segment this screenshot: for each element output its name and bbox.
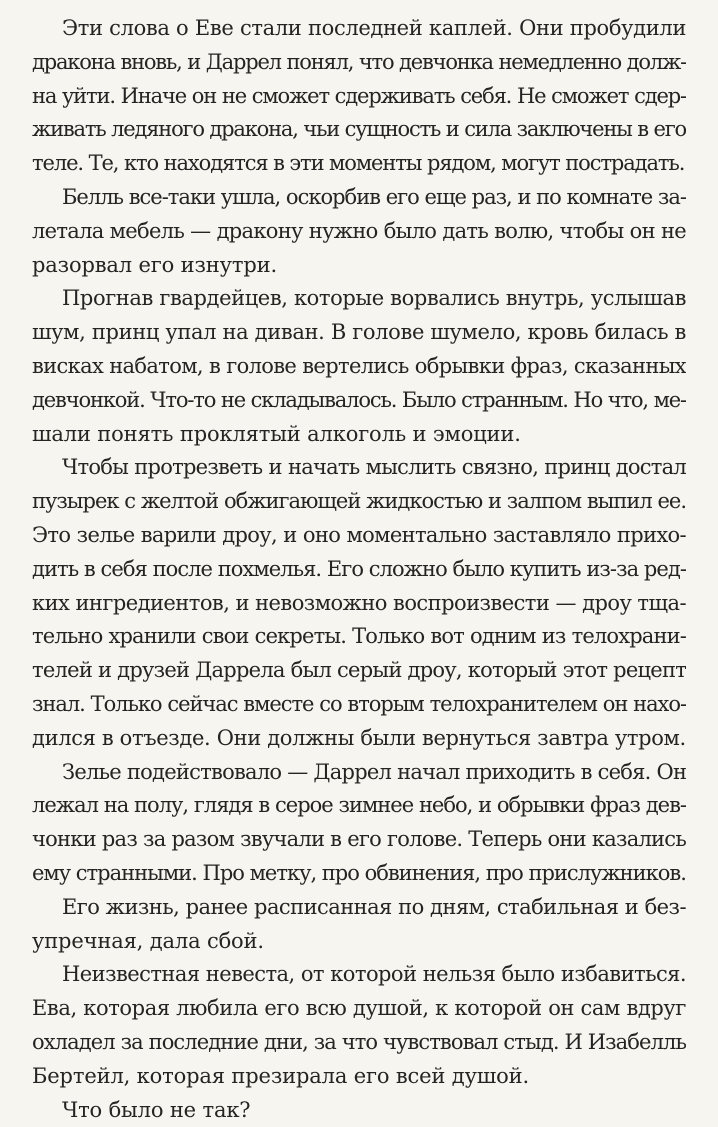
text-line: ему странными. Про метку, про обвинения, про прислужников.	[32, 857, 686, 891]
text-line: знал. Только сейчас вместе со вторым телохранителем он нахо-	[32, 688, 686, 722]
text-line: теле. Те, кто находятся в эти моменты рядом, могут пострадать.	[32, 147, 686, 181]
book-page	[32, 12, 686, 1127]
text-line: Зелье подействовало — Даррел начал приходить в себя. Он	[62, 756, 686, 790]
text-line: чонки раз за разом звучали в его голове. Теперь они казались	[32, 823, 686, 857]
text-line: ких ингредиентов, и невозможно воспроизвести — дроу тща-	[32, 587, 686, 621]
text-line: Чтобы протрезветь и начать мыслить связно, принц достал	[62, 451, 686, 485]
text-line: телей и друзей Даррела был серый дроу, который этот рецепт	[32, 654, 686, 688]
paragraph	[32, 12, 686, 181]
text-line: Это зелье варили дроу, и оно моментально заставляло прихо-	[32, 519, 686, 553]
paragraph	[32, 756, 686, 891]
text-line: Белль все-таки ушла, оскорбив его еще раз, и по комнате за-	[62, 181, 686, 215]
paragraph	[32, 282, 686, 451]
text-line: дить в себя после похмелья. Его сложно было купить из-за ред-	[32, 553, 686, 587]
paragraph	[32, 891, 686, 959]
paragraph	[32, 1094, 686, 1127]
text-line: охладел за последние дни, за что чувствовал стыд. И Изабелль	[32, 1026, 686, 1060]
text-line: на уйти. Иначе он не сможет сдерживать себя. Не сможет сдер-	[32, 80, 686, 114]
text-line: дился в отъезде. Они должны были вернуться завтра утром.	[32, 722, 686, 756]
paragraph	[32, 451, 686, 755]
text-line: девчонкой. Что-то не складывалось. Было странным. Но что, ме-	[32, 384, 686, 418]
text-line: лежал на полу, глядя в серое зимнее небо, и обрывки фраз дев-	[32, 789, 686, 823]
text-line: Что было не так?	[62, 1094, 686, 1127]
text-line: живать ледяного дракона, чьи сущность и сила заключены в его	[32, 113, 686, 147]
text-line: шали понять проклятый алкоголь и эмоции.	[32, 418, 686, 452]
text-line: Неизвестная невеста, от которой нельзя было избавиться.	[62, 958, 686, 992]
text-line: Его жизнь, ранее расписанная по дням, стабильная и без-	[62, 891, 686, 925]
text-line: упречная, дала сбой.	[32, 925, 686, 959]
text-line: дракона вновь, и Даррел понял, что девчонка немедленно долж-	[32, 46, 686, 80]
text-line: тельно хранили свои секреты. Только вот одним из телохрани-	[32, 620, 686, 654]
text-line: Ева, которая любила его всю душой, к которой он сам вдруг	[32, 992, 686, 1026]
text-line: пузырек с желтой обжигающей жидкостью и залпом выпил ее.	[32, 485, 686, 519]
text-line: Бертейл, которая презирала его всей душой.	[32, 1060, 686, 1094]
text-line: летала мебель — дракону нужно было дать волю, чтобы он не	[32, 215, 686, 249]
text-line: шум, принц упал на диван. В голове шумело, кровь билась в	[32, 316, 686, 350]
text-line: Прогнав гвардейцев, которые ворвались внутрь, услышав	[62, 282, 686, 316]
paragraph	[32, 181, 686, 282]
text-line: висках набатом, в голове вертелись обрывки фраз, сказанных	[32, 350, 686, 384]
text-line: разорвал его изнутри.	[32, 249, 686, 283]
paragraph	[32, 958, 686, 1093]
text-line: Эти слова о Еве стали последней каплей. Они пробудили	[62, 12, 686, 46]
